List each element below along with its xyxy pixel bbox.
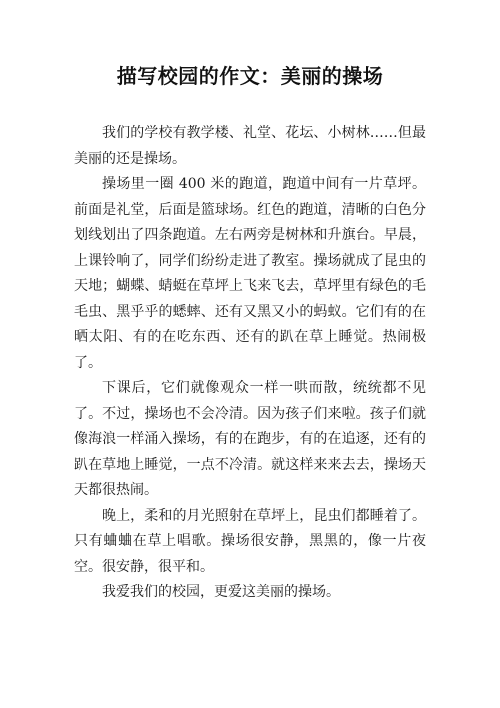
paragraph-2: 操场里一圈 400 米的跑道，跑道中间有一片草坪。前面是礼堂，后面是篮球场。红色的跑道，清晰的白色分划线划出了四条跑道。左右两旁是树林和升旗台。早晨，上课铃响了，同学们纷纷走进了教室。操场就成了昆虫的天地；蝴蝶、蜻蜓在草坪上飞来飞去，草坪里有绿色的毛毛虫、黑乎乎的蟋蟀、还有又黑又小的蚂蚁。它们有的在晒太阳、有的在吃东西、还有的趴在草上睡觉。热闹极了。: [74, 176, 426, 371]
paragraph-5: 我爱我们的校园，更爱这美丽的操场。: [102, 584, 340, 600]
document-body: [74, 121, 426, 606]
paragraph-4: 晚上，柔和的月光照射在草坪上，昆虫们都睡着了。只有蛐蛐在草上唱歌。操场很安静，黑黑的，像一片夜空。很安静，很平和。: [74, 507, 426, 575]
document-title: 描写校园的作文：美丽的操场: [116, 64, 384, 88]
paragraph-1: 我们的学校有教学楼、礼堂、花坛、小树林……但最美丽的还是操场。: [74, 125, 426, 167]
paragraph-3: 下课后，它们就像观众一样一哄而散，统统都不见了。不过，操场也不会冷清。因为孩子们来啦。孩子们就像海浪一样涌入操场，有的在跑步，有的在追逐，还有的趴在草地上睡觉，一点不冷清。就这样来来去去，操场天天都很热闹。: [74, 380, 426, 498]
